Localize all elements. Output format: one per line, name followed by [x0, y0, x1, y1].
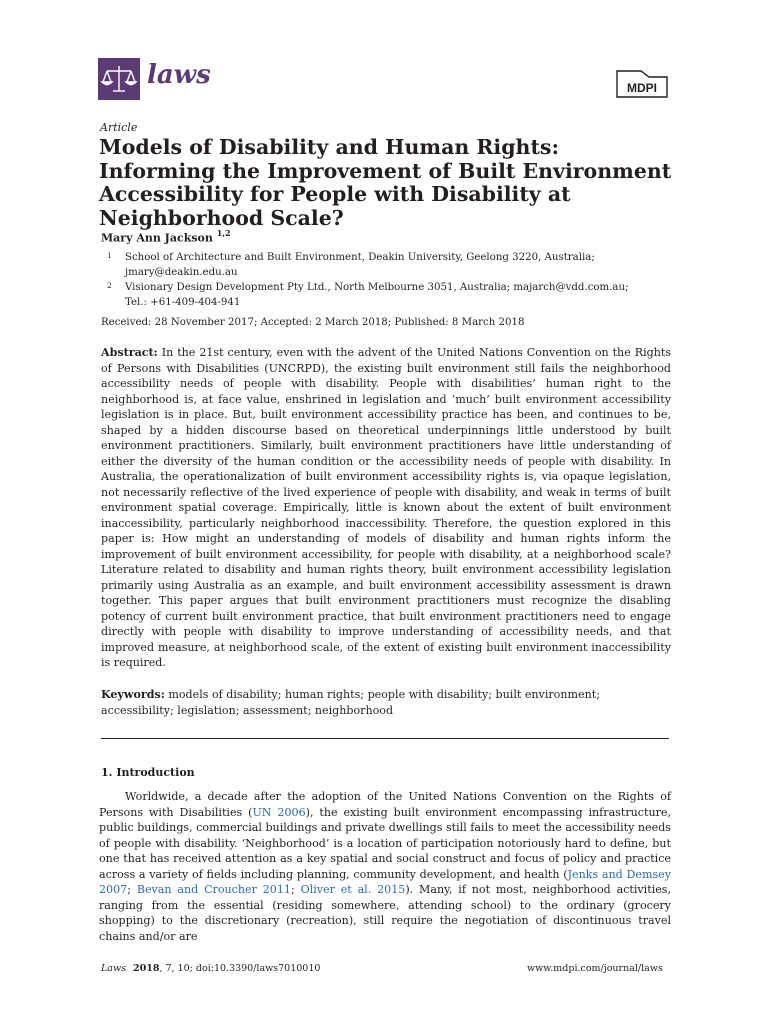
footer-journal: Laws	[101, 963, 126, 974]
affiliation-1	[101, 250, 595, 280]
footer-doi: , 7, 10; doi:10.3390/laws7010010	[159, 963, 321, 974]
page-title: Models of Disability and Human Rights: Informing the Improvement of Built Environment Accessibility for People with Disability at Neighborhood Scale?	[99, 135, 672, 230]
scales-icon	[98, 58, 140, 100]
publication-dates: Received: 28 November 2017; Accepted: 2 March 2018; Published: 8 March 2018	[101, 317, 525, 328]
author-name-text: Mary Ann Jackson	[101, 231, 213, 245]
affiliation-1-line1: School of Architecture and Built Environment, Deakin University, Geelong 3220, Australia;	[125, 252, 595, 263]
affiliation-1-email: jmary@deakin.edu.au	[125, 267, 238, 278]
abstract-label: Abstract:	[101, 346, 158, 359]
intro-text-2: ), the existing built environment encompassing infrastructure, public buildings, commercial buildings and private dwellings still fails to meet the accessibility needs of people with disability. ‘Neighborhood’ is a location of participation notoriously hard to define, but one that has received attention as a key spatial and social construct and focus of policy and practice across a variety of fields including planning, community development, and health (	[99, 805, 671, 881]
introduction-paragraph	[99, 789, 671, 944]
journal-logo	[98, 58, 140, 100]
article-type: Article	[100, 121, 138, 134]
keywords-label: Keywords:	[101, 688, 165, 701]
intro-text-1: Worldwide, a decade after the adoption of the United Nations Convention on the Rights of Persons with Disabilities (	[99, 790, 671, 819]
divider	[101, 738, 669, 739]
author-affil-marks: 1,2	[216, 228, 231, 238]
section-heading-introduction: 1. Introduction	[101, 766, 195, 779]
affiliation-2-phone: Tel.: +61-409-404-941	[125, 297, 241, 308]
citation-link-oliver-2015[interactable]: Oliver et al. 2015	[300, 883, 406, 896]
citation-link-jenks-demsey-2007[interactable]: Jenks and Demsey 2007	[99, 867, 671, 896]
author-name	[101, 229, 231, 245]
intro-text-3: ). Many, if not most, neighborhood activities, ranging from the essential (residing somewhere, attending school) to the ordinary (grocery shopping) to the discretionary (recreation), still require the negotiation of discontinuous travel chains and/or are	[99, 883, 672, 943]
affiliation-2	[101, 280, 629, 310]
publisher-name: MDPI	[627, 81, 657, 95]
citation-separator: ;	[127, 883, 137, 896]
footer-citation	[101, 963, 320, 974]
footer-year: 2018	[133, 963, 160, 974]
affiliation-2-number: 2	[107, 281, 112, 290]
mdpi-logo	[611, 67, 671, 101]
citation-link-bevan-croucher-2011[interactable]: Bevan and Croucher 2011	[136, 883, 291, 896]
footer-url[interactable]: www.mdpi.com/journal/laws	[527, 963, 663, 974]
keywords-text: models of disability; human rights; people with disability; built environment; accessibility; legislation; assessment; neighborhood	[101, 688, 600, 717]
citation-link-un-2006[interactable]: UN 2006	[252, 805, 306, 819]
abstract-text: In the 21st century, even with the advent of the United Nations Convention on the Rights of Persons with Disabilities (UNCRPD), the existing built environment still fails the neighborhood accessibility needs of people with disability. People with disabilities’ human right to the neighborhood is, at face value, enshrined in legislation and ‘much’ built environment accessibility legislation is in place. But, built environment accessibility practice has been, and continues to be, shaped by a hidden discourse based on theoretical underpinnings little understood by built environment practitioners. Similarly, built environment practitioners have little understanding of either the diversity of the human condition or the accessibility needs of people with disability. In Australia, the operationalization of built environment accessibility rights is, via opaque legislation, not necessarily reflective of the lived experience of people with disability, and weak in terms of built environment spatial coverage. Empirically, little is known about the extent of built environment inaccessibility, particularly neighborhood inaccessibility. Therefore, the question explored in this paper is: How might an understanding of models of disability and human rights inform the improvement of built environment accessibility, for people with disability, at a neighborhood scale? Literature related to disability and human rights theory, built environment accessibility legislation primarily using Australia as an example, and built environment accessibility assessment is drawn together. This paper argues that built environment practitioners must recognize the disabling potency of current built environment practice, that built environment practitioners need to engage directly with people with disability to improve understanding of accessibility needs, and that improved measure, at neighborhood scale, of the extent of existing built environment inaccessibility is required.	[101, 346, 672, 669]
citation-separator: ;	[290, 883, 301, 896]
affiliation-2-line1: Visionary Design Development Pty Ltd., North Melbourne 3051, Australia; majarch@vdd.com.au;	[125, 282, 629, 293]
abstract	[101, 345, 671, 671]
journal-name: laws	[147, 60, 211, 90]
keywords	[101, 687, 671, 718]
affiliation-1-number: 1	[107, 251, 112, 260]
